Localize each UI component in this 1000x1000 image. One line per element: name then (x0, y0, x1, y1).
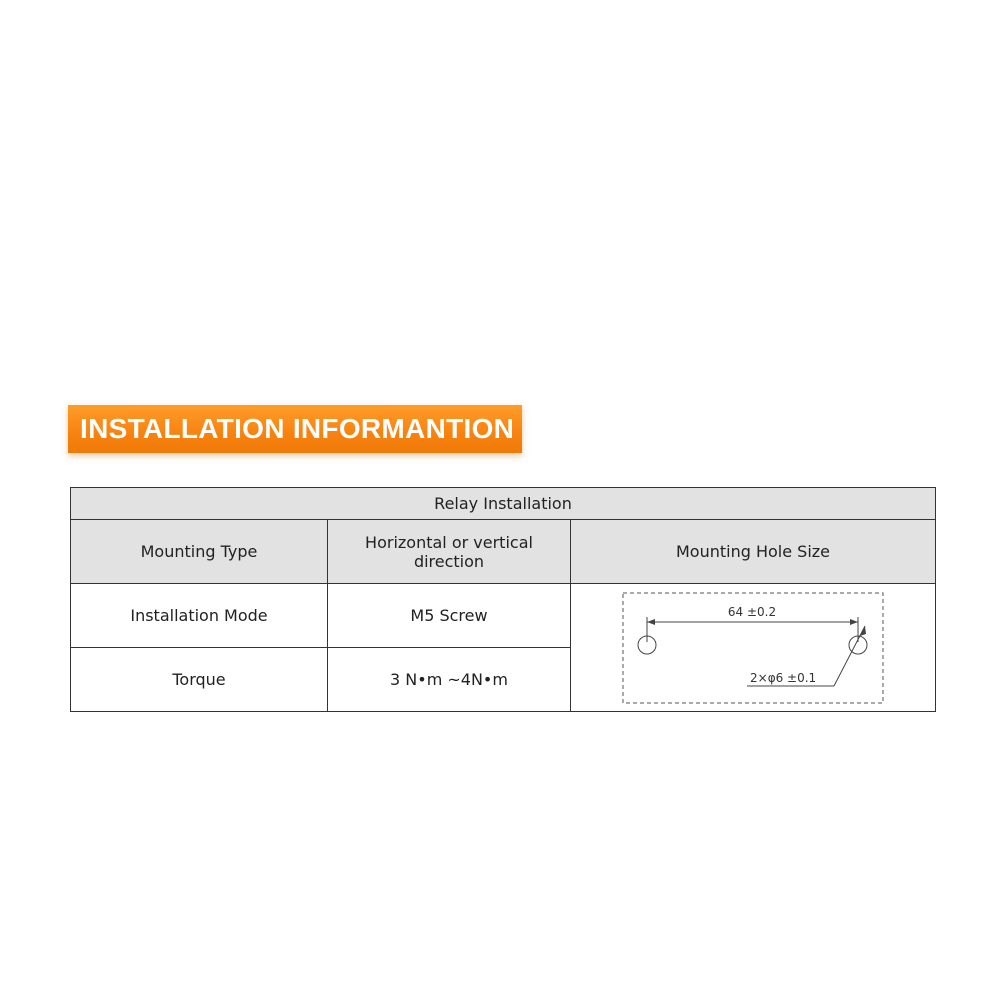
table-header-row (71, 520, 936, 584)
dimension-arrow-right (850, 619, 858, 625)
row-label-installation-mode: Installation Mode (71, 584, 328, 648)
row-value-installation-mode: M5 Screw (328, 584, 571, 648)
leader-line (834, 626, 865, 686)
mounting-hole-drawing-cell (571, 584, 936, 712)
header-direction: Horizontal or vertical direction (328, 520, 571, 584)
table-title-row (71, 488, 936, 520)
relay-installation-table (70, 487, 936, 712)
mounting-hole-drawing (622, 592, 884, 704)
hole-diameter-label: 2×φ6 ±0.1 (750, 670, 817, 685)
section-banner (68, 405, 522, 453)
table-row (71, 584, 936, 648)
table-title: Relay Installation (71, 488, 936, 520)
leader-arrow (860, 626, 866, 636)
header-mounting-hole-size: Mounting Hole Size (571, 520, 936, 584)
row-label-torque: Torque (71, 648, 328, 712)
hole-spacing-label: 64 ±0.2 (727, 604, 777, 619)
header-mounting-type: Mounting Type (71, 520, 328, 584)
dimension-arrow-left (647, 619, 655, 625)
row-value-torque: 3 N•m ~4N•m (328, 648, 571, 712)
section-title: INSTALLATION INFORMANTION (80, 413, 515, 444)
